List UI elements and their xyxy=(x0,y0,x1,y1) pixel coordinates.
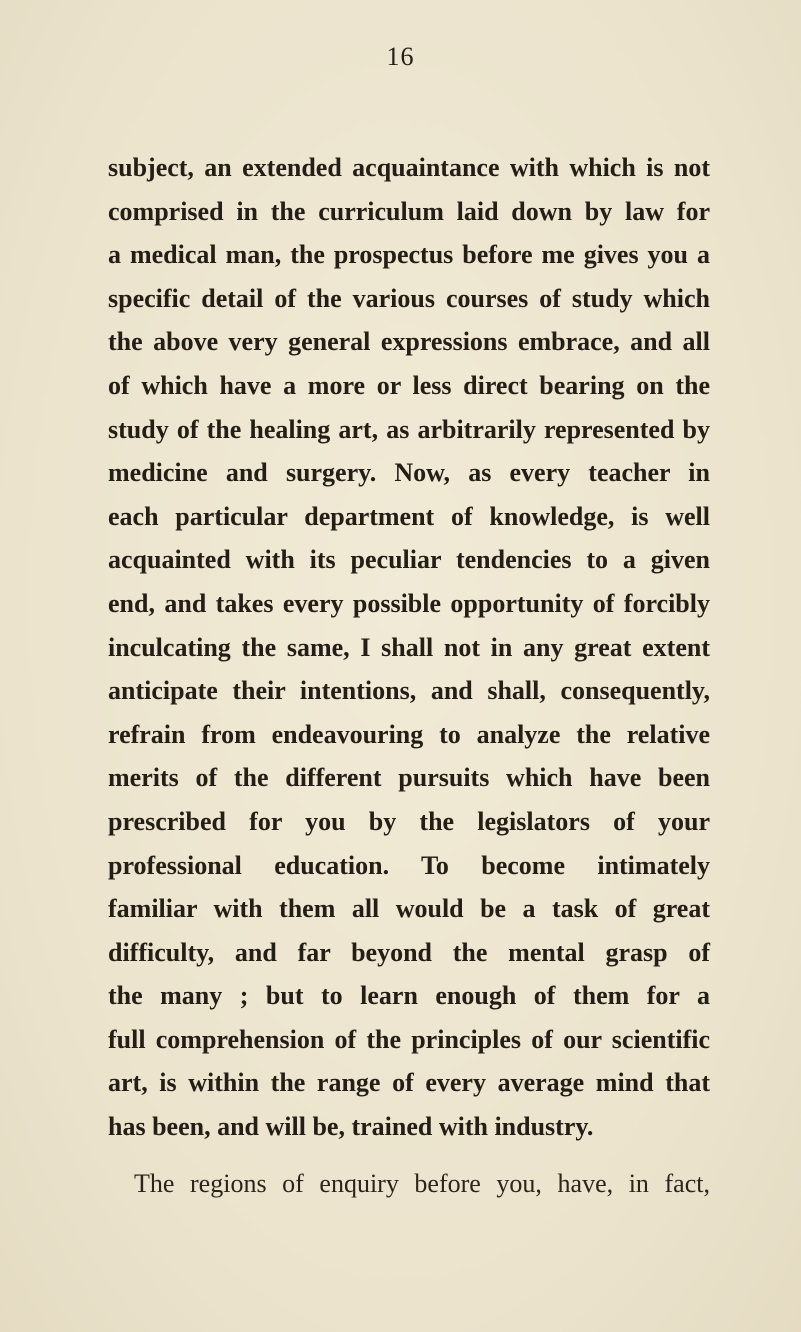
text-line: inculcating the same, I shall not in any great extent xyxy=(108,632,710,662)
text-line: comprised in the curriculum laid down by law for xyxy=(108,196,710,226)
text-line: the above very general expressions embrace, and all xyxy=(108,327,710,357)
text-line: has been, and will be, trained with industry. xyxy=(108,1112,594,1142)
text-line: art, is within the range of every average mind that xyxy=(108,1068,710,1098)
page-number: 16 xyxy=(386,42,415,71)
text-line: prescribed for you by the legislators of your xyxy=(108,806,710,836)
text-line: specific detail of the various courses of study which xyxy=(108,283,710,313)
text-line: merits of the different pursuits which have been xyxy=(108,763,710,793)
text-line: familiar with them all would be a task of great xyxy=(108,894,710,924)
text-line: end, and takes every possible opportunity of forcibly xyxy=(108,588,710,618)
text-line: professional education. To become intimately xyxy=(108,850,710,880)
text-line: The regions of enquiry before you, have, in fact, xyxy=(134,1169,710,1198)
text-line: study of the healing art, as arbitrarily represented by xyxy=(108,414,710,444)
text-line: difficulty, and far beyond the mental grasp of xyxy=(108,937,710,967)
text-line: each particular department of knowledge, is well xyxy=(108,501,710,531)
text-line: anticipate their intentions, and shall, consequently, xyxy=(108,676,710,706)
paragraph-2 xyxy=(108,1162,710,1206)
text-line: acquainted with its peculiar tendencies to a given xyxy=(108,545,710,575)
text-line: subject, an extended acquaintance with which is not xyxy=(108,153,710,182)
text-line: medicine and surgery. Now, as every teacher in xyxy=(108,458,710,488)
text-line: full comprehension of the principles of our scientific xyxy=(108,1024,710,1054)
text-line: a medical man, the prospectus before me gives you a xyxy=(108,240,710,270)
text-line: the many ; but to learn enough of them for a xyxy=(108,981,710,1011)
text-line: of which have a more or less direct bearing on the xyxy=(108,370,710,400)
paragraph-1 xyxy=(108,146,710,1149)
text-line: refrain from endeavouring to analyze the relative xyxy=(108,719,710,749)
